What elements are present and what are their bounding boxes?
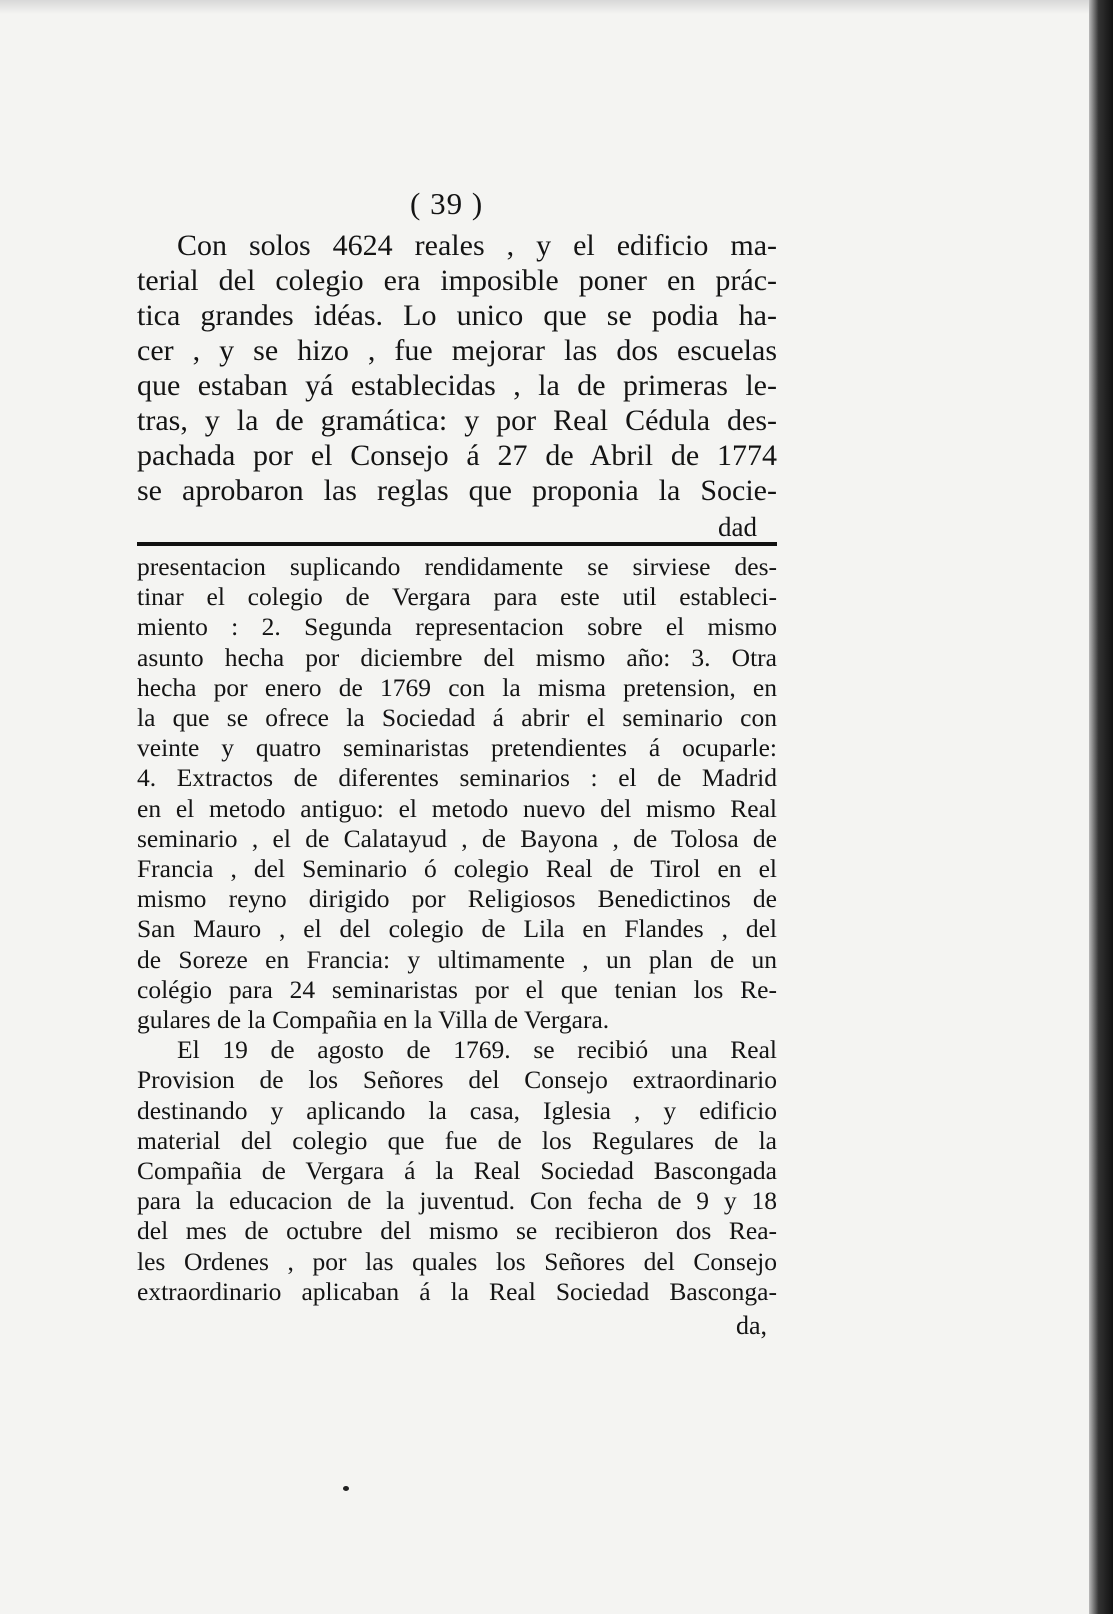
text-line: seminario , el de Calatayud , de Bayona , de Tolosa de [137, 823, 777, 853]
ink-speck [343, 1486, 349, 1491]
text-line: de Soreze en Francia: y ultimamente , un plan de un [137, 944, 777, 974]
footnote-divider [137, 542, 777, 546]
text-line: veinte y quatro seminaristas pretendientes á ocuparle: [137, 733, 777, 763]
text-line: que estaban yá establecidas , la de primeras le- [137, 369, 777, 402]
text-line: material del colegio que fue de los Regulares de la [137, 1125, 777, 1155]
text-line: pachada por el Consejo á 27 de Abril de 1774 [137, 439, 777, 472]
page-binding-edge [1089, 0, 1113, 1614]
text-line: en el metodo antiguo: el metodo nuevo del mismo Real [137, 793, 777, 823]
text-line: 4. Extractos de diferentes seminarios : el de Madrid [137, 763, 777, 793]
text-line: tica grandes idéas. Lo unico que se podia ha- [137, 299, 777, 332]
text-line: presentacion suplicando rendidamente se sirviese des- [137, 552, 777, 581]
text-line: cer , y se hizo , fue mejorar las dos escuelas [137, 334, 777, 367]
catchword: dad [718, 512, 757, 542]
text-line: se aprobaron las reglas que proponia la Socie- [137, 474, 777, 507]
text-line: miento : 2. Segunda representacion sobre el mismo [137, 612, 777, 642]
text-line: mismo reyno dirigido por Religiosos Benedictinos de [137, 884, 777, 914]
text-line: Compañia de Vergara á la Real Sociedad Bascongada [137, 1156, 777, 1186]
text-line: tras, y la de gramática: y por Real Cédula des- [137, 404, 777, 437]
text-line: terial del colegio era imposible poner en prác- [137, 264, 777, 297]
scan-top-shadow [0, 0, 1113, 14]
text-line: tinar el colegio de Vergara para este util estableci- [137, 582, 777, 612]
main-text [137, 228, 777, 508]
text-line: colégio para 24 seminaristas por el que tenian los Re- [137, 974, 777, 1004]
text-line: para la educacion de la juventud. Con fecha de 9 y 18 [137, 1186, 777, 1216]
text-line: asunto hecha por diciembre del mismo año: 3. Otra [137, 642, 777, 672]
text-line: El 19 de agosto de 1769. se recibió una Real [177, 1035, 777, 1065]
text-line: hecha por enero de 1769 con la misma pretension, en [137, 672, 777, 702]
text-line: destinando y aplicando la casa, Iglesia , y edificio [137, 1095, 777, 1125]
text-line: extraordinario aplicaban á la Real Sociedad Basconga- [137, 1276, 777, 1306]
footnote-text [137, 552, 777, 1307]
text-line: Provision de los Señores del Consejo extraordinario [137, 1065, 777, 1095]
text-line: Francia , del Seminario ó colegio Real de Tirol en el [137, 854, 777, 884]
page-number: ( 39 ) [410, 186, 484, 221]
text-line: gulares de la Compañia en la Villa de Vergara. [137, 1005, 610, 1035]
text-line: del mes de octubre del mismo se recibieron dos Rea- [137, 1216, 777, 1246]
text-line: Con solos 4624 reales , y el edificio ma- [177, 229, 777, 262]
catchword: da, [736, 1311, 768, 1340]
text-line: la que se ofrece la Sociedad á abrir el seminario con [137, 703, 777, 733]
text-line: San Mauro , el del colegio de Lila en Flandes , del [137, 914, 777, 944]
text-line: les Ordenes , por las quales los Señores del Consejo [137, 1246, 777, 1276]
